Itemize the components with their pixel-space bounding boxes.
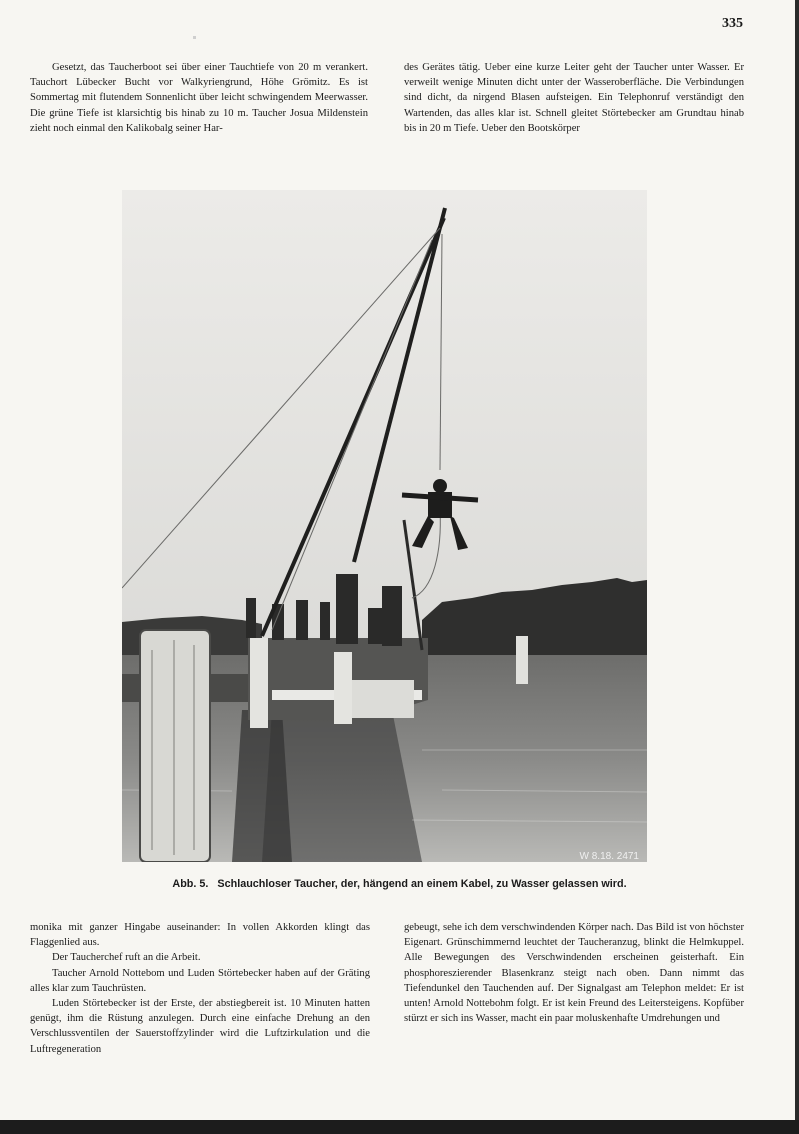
top-right-paragraph: des Gerätes tätig. Ueber eine kurze Leiter geht der Taucher unter Wasser. Er verweilt wenige Minuten dicht unter der Wasseroberfläche. Die Verbindungen sind dicht, da nirgend Blasen aufsteigen. Ein Telephonruf verständigt den Wartenden, das alles klar ist. Schnell gleitet Störtebecker am Grundtau hinab bis in 20 m Tiefe. Ueber den Bootskörper — [404, 62, 744, 134]
bottom-right-column — [404, 920, 744, 1026]
figure-caption — [0, 878, 799, 890]
caption-text: Schlauchloser Taucher, der, hängend an einem Kabel, zu Wasser gelassen wird. — [217, 878, 627, 890]
bottom-right-paragraph: gebeugt, sehe ich dem verschwindenden Körper nach. Das Bild ist von höchster Eigenart. Grünschimmernd leuchtet der Taucheranzug, blinkt die Helmkuppel. Alle Bewegungen des Verschwindenden erscheinen geisterhaft. Ein phosphoreszierender Blasenkranz steigt nach oben. Dann nimmt das Tiefendunkel den Tauchenden auf. Der Signalgast am Telephon meldet: Er ist unten! Arnold Nottebohm folgt. Er ist kein Freund des Leitersteigens. Kopfüber stürzt er sich ins Wasser, macht ein paar moluskenhafte Umdrehungen und — [404, 922, 744, 1025]
page-number: 335 — [722, 16, 743, 31]
page-bottom-edge — [0, 1120, 799, 1134]
page-edge — [795, 0, 799, 1134]
photo-illustration — [122, 190, 647, 862]
bottom-left-column — [30, 920, 370, 1057]
caption-label: Abb. 5. — [172, 878, 209, 890]
top-left-paragraph: Gesetzt, das Taucherboot sei über einer Tauchtiefe von 20 m verankert. Tauchort Lübecker Bucht vor Walkyriengrund, Höhe Grömitz. Es ist Sommertag mit flutendem Sonnenlicht über leicht schwingendem Meerwasser. Die grüne Tiefe ist klarsichtig bis hinab zu 10 m. Taucher Josua Mildenstein zieht noch einmal den Kalikobalg seiner Har- — [30, 62, 368, 134]
photo-archive-mark: W 8.18. 2471 — [579, 851, 639, 862]
photo-diver-crane — [122, 190, 647, 862]
bottom-left-paragraph-3: Taucher Arnold Nottebom und Luden Störtebecker haben auf der Gräting alles klar zum Tauchrüsten. — [30, 967, 370, 994]
bottom-left-paragraph-1: monika mit ganzer Hingabe auseinander: In vollen Akkorden klingt das Flaggenlied aus. — [30, 922, 370, 949]
paper-speck — [193, 36, 196, 39]
bottom-left-paragraph-2: Der Taucherchef ruft an die Arbeit. — [52, 952, 201, 964]
top-left-column — [30, 60, 368, 136]
bottom-left-paragraph-4: Luden Störtebecker ist der Erste, der abstiegbereit ist. 10 Minuten hatten genügt, ihm die Rüstung anzulegen. Durch eine einfache Drehung an den Verschlussventilen der Sauerstoffzylinder wird die Luftzirkulation und die Luftregeneration — [30, 998, 370, 1055]
top-right-column — [404, 60, 744, 136]
